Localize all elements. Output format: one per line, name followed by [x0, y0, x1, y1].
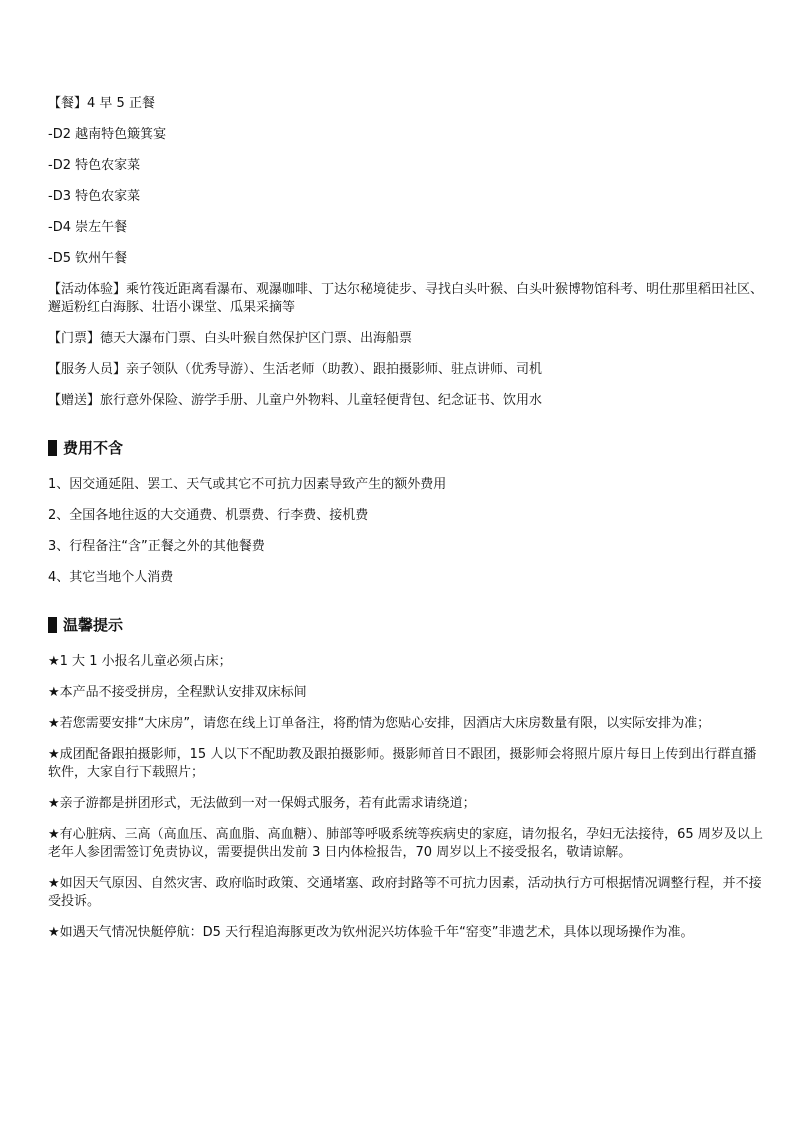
- activities-line: 【活动体验】乘竹筏近距离看瀑布、观瀑咖啡、丁达尔秘境徒步、寻找白头叶猴、白头叶猴博物馆科考、明仕那里稻田社区、邂逅粉红白海豚、壮语小课堂、瓜果采摘等: [48, 282, 764, 315]
- included-section: [48, 95, 768, 410]
- tip-item: ★有心脏病、三高（高血压、高血脂、高血糖）、肺部等呼吸系统等疾病史的家庭，请勿报名，孕妇无法接待，65 周岁及以上老年人参团需签订免责协议，需要提供出发前 3 日内体检报告，70 周岁以上不接受报名，敬请谅解。: [48, 827, 763, 860]
- excluded-list: [48, 476, 768, 587]
- tip-item: ★如因天气原因、自然灾害、政府临时政策、交通堵塞、政府封路等不可抗力因素，活动执行方可根据情况调整行程，并不接受投诉。: [48, 876, 762, 909]
- excluded-item: 2、全国各地往返的大交通费、机票费、行李费、接机费: [48, 508, 369, 523]
- excluded-item: 4、其它当地个人消费: [48, 570, 174, 585]
- meal-d2-banquet: -D2 越南特色簸箕宴: [48, 127, 167, 142]
- excluded-title: 费用不含: [63, 439, 124, 457]
- gifts-line: 【赠送】旅行意外保险、游学手册、儿童户外物料、儿童轻便背包、纪念证书、饮用水: [48, 393, 543, 408]
- heading-bar-icon: [48, 440, 57, 456]
- tip-item: ★1 大 1 小报名儿童必须占床；: [48, 654, 232, 669]
- document-page: [48, 95, 768, 955]
- tip-item: ★若您需要安排“大床房”，请您在线上订单备注，将酌情为您贴心安排，因酒店大床房数量有限，以实际安排为准；: [48, 716, 711, 731]
- tip-item: ★成团配备跟拍摄影师，15 人以下不配助教及跟拍摄影师。摄影师首日不跟团，摄影师会将照片原片每日上传到出行群直播软件，大家自行下载照片；: [48, 747, 757, 780]
- tips-list: [48, 653, 768, 942]
- meal-d4-lunch: -D4 崇左午餐: [48, 220, 128, 235]
- meal-d5-lunch: -D5 钦州午餐: [48, 251, 128, 266]
- tips-title: 温馨提示: [63, 616, 124, 634]
- meal-line: 【餐】4 早 5 正餐: [48, 96, 155, 111]
- excluded-heading: [48, 439, 768, 457]
- tips-heading: [48, 616, 768, 634]
- excluded-item: 3、行程备注“含”正餐之外的其他餐费: [48, 539, 265, 554]
- heading-bar-icon: [48, 617, 57, 633]
- tickets-line: 【门票】德天大瀑布门票、白头叶猴自然保护区门票、出海船票: [48, 331, 413, 346]
- tip-item: ★亲子游都是拼团形式，无法做到一对一保姆式服务，若有此需求请绕道；: [48, 796, 476, 811]
- meal-d3-farm: -D3 特色农家菜: [48, 189, 141, 204]
- meal-d2-farm: -D2 特色农家菜: [48, 158, 141, 173]
- tip-item: ★如遇天气情况快艇停航：D5 天行程追海豚更改为钦州泥兴坊体验千年“窑变”非遗艺术，具体以现场操作为准。: [48, 925, 694, 940]
- excluded-item: 1、因交通延阻、罢工、天气或其它不可抗力因素导致产生的额外费用: [48, 477, 447, 492]
- staff-line: 【服务人员】亲子领队（优秀导游）、生活老师（助教）、跟拍摄影师、驻点讲师、司机: [48, 362, 543, 377]
- tip-item: ★本产品不接受拼房，全程默认安排双床标间: [48, 685, 307, 700]
